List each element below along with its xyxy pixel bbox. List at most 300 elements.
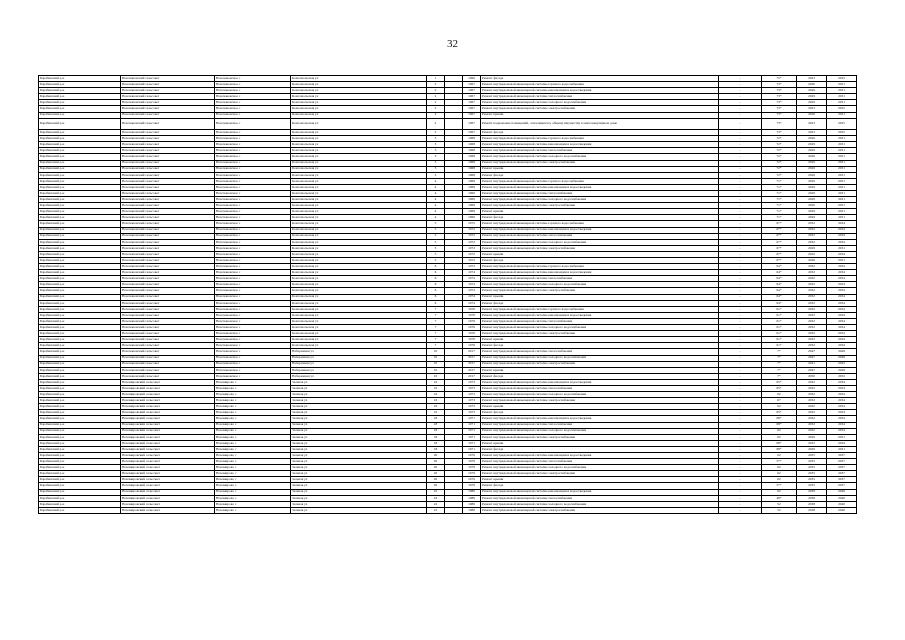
cell-empty-col: -	[719, 227, 762, 233]
cell-settlement: Новомирово с	[215, 471, 291, 477]
cell-plan-start-year: 2032	[797, 318, 827, 324]
cell-plan-end-year: 2031	[827, 142, 857, 148]
cell-plan-start-year: 2023	[797, 118, 827, 129]
cell-work-type: Ремонт внутридомовой инженерной системы электроснабжения	[481, 106, 719, 112]
cell-street: Комсомольская ул	[291, 203, 427, 209]
cell-house-number: 3	[427, 154, 445, 160]
cell-plan-start-year: 2032	[797, 270, 827, 276]
cell-year-built: 1986	[463, 495, 481, 501]
cell-house-number: 16	[427, 398, 445, 404]
cell-settlement: Новочановское с	[215, 331, 291, 337]
cell-work-type: Ремонт фасада	[481, 172, 719, 178]
cell-street: Комсомольская ул	[291, 76, 427, 82]
cell-house-number: 2	[427, 118, 445, 129]
cell-empty-col: -	[719, 416, 762, 422]
cell-municipality: Новочановский сельсовет	[121, 154, 215, 160]
cell-house-number: 2	[427, 94, 445, 100]
cell-district: Барабинский р-н	[39, 489, 121, 495]
cell-municipality: Новочановский сельсовет	[121, 258, 215, 264]
cell-plan-start-year: 2032	[797, 379, 827, 385]
cell-house-number: 5	[427, 221, 445, 227]
cell-municipality: Новомировский сельсовет	[121, 398, 215, 404]
cell-plan-start-year: 2026	[797, 190, 827, 196]
cell-year-built: 1968	[463, 148, 481, 154]
cell-wear-percent: 72*	[762, 172, 797, 178]
cell-municipality: Новочановский сельсовет	[121, 178, 215, 184]
cell-plan-start-year: 2038	[797, 495, 827, 501]
cell-settlement: Новочановское с	[215, 178, 291, 184]
cell-plan-start-year: 2038	[797, 507, 827, 513]
cell-district: Барабинский р-н	[39, 160, 121, 166]
cell-house-number: 22	[427, 495, 445, 501]
cell-empty-col: -	[719, 221, 762, 227]
cell-district: Барабинский р-н	[39, 465, 121, 471]
cell-municipality: Новочановский сельсовет	[121, 251, 215, 257]
cell-settlement: Новомирово с	[215, 434, 291, 440]
cell-house-number: 1	[427, 76, 445, 82]
cell-work-type: Ремонт крыши	[481, 251, 719, 257]
cell-year-built: 1969	[463, 184, 481, 190]
cell-empty-col: -	[719, 367, 762, 373]
cell-street: Зеленая ул	[291, 434, 427, 440]
cell-district: Барабинский р-н	[39, 422, 121, 428]
cell-settlement: Новомирово с	[215, 465, 291, 471]
cell-wear-percent: 64*	[762, 300, 797, 306]
cell-municipality: Новочановский сельсовет	[121, 118, 215, 129]
cell-municipality: Новомировский сельсовет	[121, 446, 215, 452]
cell-settlement: Новочановское с	[215, 118, 291, 129]
cell-plan-start-year: 2047	[797, 349, 827, 355]
cell-empty-col: -	[719, 82, 762, 88]
cell-settlement: Новочановское с	[215, 282, 291, 288]
cell-wear-percent: 64*	[762, 264, 797, 270]
cell-plan-end-year: 2031	[827, 434, 857, 440]
cell-wear-percent: 62	[762, 453, 797, 459]
cell-year-built: 1971	[463, 446, 481, 452]
cell-plan-start-year: 2032	[797, 416, 827, 422]
cell-plan-end-year: 2034	[827, 416, 857, 422]
cell-district: Барабинский р-н	[39, 203, 121, 209]
cell-house-number: 10	[427, 361, 445, 367]
cell-house-number: 20	[427, 483, 445, 489]
cell-plan-start-year: 2029	[797, 166, 827, 172]
cell-work-type: Ремонт внутридомовой инженерной системы электроснабжения	[481, 471, 719, 477]
cell-house-number: 18	[427, 440, 445, 446]
cell-work-type: Ремонт внутридомовой инженерной системы горячего водоснабжения	[481, 306, 719, 312]
cell-year-built: 1971	[463, 440, 481, 446]
cell-plan-start-year: 2032	[797, 385, 827, 391]
cell-year-built: 1979	[463, 471, 481, 477]
cell-plan-start-year: 2032	[797, 227, 827, 233]
cell-municipality: Новомировский сельсовет	[121, 453, 215, 459]
cell-street: Комсомольская ул	[291, 215, 427, 221]
cell-street: Набережная ул	[291, 367, 427, 373]
cell-wear-percent: 62	[762, 434, 797, 440]
cell-plan-start-year: 2029	[797, 142, 827, 148]
cell-settlement: Новочановское с	[215, 130, 291, 136]
cell-street: Набережная ул	[291, 355, 427, 361]
cell-district: Барабинский р-н	[39, 355, 121, 361]
cell-settlement: Новочановское с	[215, 355, 291, 361]
cell-plan-end-year: 2031	[827, 148, 857, 154]
cell-house-number: 7	[427, 325, 445, 331]
cell-municipality: Новомировский сельсовет	[121, 434, 215, 440]
cell-empty-col: -	[719, 355, 762, 361]
cell-house-number: 2	[427, 106, 445, 112]
cell-plan-start-year: 2050	[797, 373, 827, 379]
cell-year-built: 1972	[463, 221, 481, 227]
cell-settlement: Новочановское с	[215, 276, 291, 282]
cell-wear-percent: 68*	[762, 440, 797, 446]
cell-wear-percent: 64*	[762, 270, 797, 276]
cell-work-type: Ремонт внутридомовой инженерной системы электроснабжения	[481, 398, 719, 404]
cell-street: Зеленая ул	[291, 471, 427, 477]
cell-street: Комсомольская ул	[291, 100, 427, 106]
cell-house-number: 5	[427, 227, 445, 233]
cell-empty-col: -	[719, 312, 762, 318]
cell-street: Зеленая ул	[291, 483, 427, 489]
cell-district: Барабинский р-н	[39, 361, 121, 367]
cell-district: Барабинский р-н	[39, 367, 121, 373]
cell-work-type: Ремонт внутридомовой инженерной системы канализации и водоотведения	[481, 416, 719, 422]
cell-plan-end-year: 2031	[827, 446, 857, 452]
cell-work-type: Ремонт внутридомовой инженерной системы теплоснабжения	[481, 495, 719, 501]
cell-wear-percent: 72*	[762, 154, 797, 160]
cell-plan-start-year: 2023	[797, 106, 827, 112]
cell-wear-percent: 67	[762, 398, 797, 404]
cell-year-built: 2017	[463, 373, 481, 379]
cell-plan-start-year: 2026	[797, 172, 827, 178]
cell-district: Барабинский р-н	[39, 312, 121, 318]
cell-municipality: Новочановский сельсовет	[121, 233, 215, 239]
cell-plan-end-year: 2034	[827, 276, 857, 282]
cell-wear-percent: 67*	[762, 258, 797, 264]
cell-plan-start-year: 2032	[797, 288, 827, 294]
cell-year-built: 1979	[463, 459, 481, 465]
cell-empty-col: -	[719, 209, 762, 215]
cell-street: Зеленая ул	[291, 440, 427, 446]
cell-wear-percent: 73*	[762, 88, 797, 94]
cell-plan-end-year: 2031	[827, 178, 857, 184]
cell-work-type: Ремонт внутридомовой инженерной системы теплоснабжения	[481, 385, 719, 391]
cell-house-number: 16	[427, 410, 445, 416]
cell-plan-start-year: 2026	[797, 258, 827, 264]
cell-plan-end-year: 2037	[827, 477, 857, 483]
cell-plan-end-year: 2037	[827, 459, 857, 465]
cell-plan-start-year: 2038	[797, 489, 827, 495]
cell-wear-percent: 68*	[762, 446, 797, 452]
cell-work-type: Ремонт внутридомовой инженерной системы теплоснабжения	[481, 148, 719, 154]
cell-house-number: 20	[427, 465, 445, 471]
cell-plan-end-year: 2034	[827, 318, 857, 324]
cell-municipality: Новочановский сельсовет	[121, 300, 215, 306]
cell-municipality: Новочановский сельсовет	[121, 215, 215, 221]
cell-plan-start-year: 2029	[797, 148, 827, 154]
cell-work-type: Ремонт крыши	[481, 477, 719, 483]
cell-year-built: 1967	[463, 82, 481, 88]
cell-settlement: Новочановское с	[215, 190, 291, 196]
cell-work-type: Ремонт внутридомовой инженерной системы электроснабжения	[481, 160, 719, 166]
cell-plan-end-year: 2034	[827, 294, 857, 300]
cell-settlement: Новочановское с	[215, 76, 291, 82]
cell-house-number: 6	[427, 300, 445, 306]
cell-street: Набережная ул	[291, 349, 427, 355]
cell-wear-percent: 67*	[762, 251, 797, 257]
cell-settlement: Новомирово с	[215, 398, 291, 404]
cell-settlement: Новочановское с	[215, 325, 291, 331]
cell-work-type: Ремонт внутридомовой инженерной системы холодного водоснабжения	[481, 154, 719, 160]
cell-year-built: 1966	[463, 76, 481, 82]
cell-house-number: 22	[427, 501, 445, 507]
cell-plan-end-year: 2034	[827, 300, 857, 306]
cell-plan-start-year: 2035	[797, 459, 827, 465]
table-body	[39, 76, 857, 514]
cell-plan-start-year: 2029	[797, 215, 827, 221]
cell-street: Зеленая ул	[291, 428, 427, 434]
cell-wear-percent: 73*	[762, 130, 797, 136]
cell-plan-start-year: 2029	[797, 434, 827, 440]
cell-empty-col: -	[719, 203, 762, 209]
cell-municipality: Новочановский сельсовет	[121, 148, 215, 154]
cell-settlement: Новочановское с	[215, 306, 291, 312]
cell-wear-percent: 71*	[762, 203, 797, 209]
cell-work-type: Ремонт фасада	[481, 410, 719, 416]
cell-house-number: 7	[427, 312, 445, 318]
cell-settlement: Новомирово с	[215, 410, 291, 416]
cell-street: Комсомольская ул	[291, 130, 427, 136]
cell-plan-end-year: 2034	[827, 264, 857, 270]
cell-empty-col: -	[719, 172, 762, 178]
cell-district: Барабинский р-н	[39, 495, 121, 501]
cell-house-number: 20	[427, 477, 445, 483]
cell-work-type: Ремонт внутридомовой инженерной системы холодного водоснабжения	[481, 355, 719, 361]
cell-plan-end-year: 2049	[827, 355, 857, 361]
cell-settlement: Новочановское с	[215, 148, 291, 154]
cell-work-type: Ремонт фасада	[481, 300, 719, 306]
cell-empty-col: -	[719, 106, 762, 112]
cell-empty-col: -	[719, 306, 762, 312]
cell-work-type: Ремонт внутридомовой инженерной системы теплоснабжения	[481, 422, 719, 428]
cell-municipality: Новочановский сельсовет	[121, 276, 215, 282]
cell-empty-col: -	[719, 154, 762, 160]
cell-plan-end-year: 2025	[827, 118, 857, 129]
cell-municipality: Новочановский сельсовет	[121, 227, 215, 233]
cell-wear-percent: 61*	[762, 306, 797, 312]
cell-empty-col: -	[719, 331, 762, 337]
cell-house-number: 16	[427, 385, 445, 391]
cell-street: Зеленая ул	[291, 507, 427, 513]
cell-municipality: Новочановский сельсовет	[121, 209, 215, 215]
cell-empty-col: -	[719, 233, 762, 239]
cell-year-built: 1969	[463, 190, 481, 196]
cell-year-built: 1969	[463, 178, 481, 184]
cell-street: Комсомольская ул	[291, 325, 427, 331]
cell-municipality: Новомировский сельсовет	[121, 385, 215, 391]
cell-work-type: Ремонт внутридомовой инженерной системы канализации и водоотведения	[481, 453, 719, 459]
cell-district: Барабинский р-н	[39, 142, 121, 148]
cell-street: Комсомольская ул	[291, 258, 427, 264]
cell-settlement: Новочановское с	[215, 94, 291, 100]
cell-house-number: 18	[427, 422, 445, 428]
cell-street: Комсомольская ул	[291, 282, 427, 288]
cell-empty-col: -	[719, 459, 762, 465]
cell-wear-percent: 64*	[762, 288, 797, 294]
cell-empty-col: -	[719, 215, 762, 221]
cell-work-type: Ремонт внутридомовой инженерной системы холодного водоснабжения	[481, 197, 719, 203]
cell-plan-start-year: 2026	[797, 203, 827, 209]
cell-plan-end-year: 2037	[827, 453, 857, 459]
cell-wear-percent: 61*	[762, 343, 797, 349]
cell-plan-start-year: 2029	[797, 446, 827, 452]
cell-year-built: 1967	[463, 130, 481, 136]
cell-settlement: Новомирово с	[215, 416, 291, 422]
cell-house-number: 4	[427, 215, 445, 221]
cell-street: Комсомольская ул	[291, 288, 427, 294]
cell-municipality: Новомировский сельсовет	[121, 465, 215, 471]
cell-settlement: Новочановское с	[215, 312, 291, 318]
cell-house-number: 10	[427, 355, 445, 361]
cell-plan-start-year: 2032	[797, 331, 827, 337]
cell-wear-percent: 65*	[762, 410, 797, 416]
cell-settlement: Новомирово с	[215, 422, 291, 428]
cell-house-number: 4	[427, 178, 445, 184]
cell-work-type: Ремонт внутридомовой инженерной системы канализации и водоотведения	[481, 88, 719, 94]
cell-plan-end-year: 2031	[827, 215, 857, 221]
cell-plan-end-year: 2034	[827, 288, 857, 294]
cell-street: Комсомольская ул	[291, 306, 427, 312]
cell-street: Комсомольская ул	[291, 251, 427, 257]
cell-municipality: Новочановский сельсовет	[121, 245, 215, 251]
cell-wear-percent: 61*	[762, 318, 797, 324]
cell-wear-percent: 71*	[762, 197, 797, 203]
cell-year-built: 1972	[463, 258, 481, 264]
cell-plan-start-year: 2032	[797, 392, 827, 398]
cell-house-number: 3	[427, 136, 445, 142]
cell-plan-end-year: 2052	[827, 373, 857, 379]
cell-empty-col: -	[719, 264, 762, 270]
cell-municipality: Новочановский сельсовет	[121, 142, 215, 148]
cell-empty-col: -	[719, 130, 762, 136]
cell-settlement: Новочановское с	[215, 251, 291, 257]
cell-district: Барабинский р-н	[39, 337, 121, 343]
cell-plan-start-year: 2032	[797, 422, 827, 428]
cell-street: Зеленая ул	[291, 465, 427, 471]
cell-district: Барабинский р-н	[39, 82, 121, 88]
cell-plan-end-year: 2025	[827, 130, 857, 136]
cell-house-number: 6	[427, 282, 445, 288]
cell-district: Барабинский р-н	[39, 398, 121, 404]
cell-municipality: Новомировский сельсовет	[121, 410, 215, 416]
cell-work-type: Ремонт внутридомовой инженерной системы горячего водоснабжения	[481, 136, 719, 142]
cell-wear-percent: 71*	[762, 184, 797, 190]
cell-settlement: Новочановское с	[215, 227, 291, 233]
cell-plan-end-year: 2031	[827, 112, 857, 118]
cell-plan-end-year: 2031	[827, 245, 857, 251]
cell-district: Барабинский р-н	[39, 76, 121, 82]
cell-street: Зеленая ул	[291, 446, 427, 452]
cell-year-built: 1976	[463, 325, 481, 331]
cell-year-built: 1973	[463, 379, 481, 385]
cell-wear-percent: 71*	[762, 190, 797, 196]
cell-plan-end-year: 2034	[827, 440, 857, 446]
cell-district: Барабинский р-н	[39, 410, 121, 416]
cell-district: Барабинский р-н	[39, 306, 121, 312]
cell-year-built: 1974	[463, 288, 481, 294]
cell-year-built: 1976	[463, 306, 481, 312]
cell-year-built: 1971	[463, 428, 481, 434]
cell-year-built: 1968	[463, 142, 481, 148]
cell-municipality: Новомировский сельсовет	[121, 422, 215, 428]
cell-year-built: 1968	[463, 154, 481, 160]
cell-year-built: 1969	[463, 197, 481, 203]
cell-wear-percent: 72*	[762, 142, 797, 148]
cell-plan-end-year: 2031	[827, 100, 857, 106]
cell-year-built: 1976	[463, 337, 481, 343]
cell-wear-percent: 62	[762, 392, 797, 398]
cell-municipality: Новомировский сельсовет	[121, 471, 215, 477]
cell-municipality: Новомировский сельсовет	[121, 440, 215, 446]
cell-year-built: 1986	[463, 489, 481, 495]
cell-district: Барабинский р-н	[39, 106, 121, 112]
cell-municipality: Новочановский сельсовет	[121, 94, 215, 100]
cell-settlement: Новочановское с	[215, 215, 291, 221]
cell-house-number: 10	[427, 367, 445, 373]
cell-empty-col: -	[719, 465, 762, 471]
cell-street: Комсомольская ул	[291, 312, 427, 318]
cell-house-number: 10	[427, 373, 445, 379]
cell-empty-col: -	[719, 373, 762, 379]
cell-street: Зеленая ул	[291, 422, 427, 428]
cell-empty-col: -	[719, 483, 762, 489]
cell-empty-col: -	[719, 258, 762, 264]
cell-wear-percent: 65*	[762, 385, 797, 391]
cell-work-type: Ремонт фасада	[481, 215, 719, 221]
cell-plan-end-year: 2031	[827, 160, 857, 166]
cell-plan-start-year: 2029	[797, 94, 827, 100]
cell-empty-col: -	[719, 446, 762, 452]
cell-plan-start-year: 2035	[797, 477, 827, 483]
cell-house-number: 6	[427, 270, 445, 276]
cell-plan-end-year: 2049	[827, 367, 857, 373]
cell-municipality: Новочановский сельсовет	[121, 318, 215, 324]
cell-house-number: 20	[427, 453, 445, 459]
cell-empty-col: -	[719, 94, 762, 100]
cell-wear-percent: 68*	[762, 416, 797, 422]
cell-house-number: 5	[427, 233, 445, 239]
cell-year-built: 2017	[463, 349, 481, 355]
cell-plan-end-year: 2034	[827, 331, 857, 337]
cell-work-type: Ремонт крыши	[481, 367, 719, 373]
cell-house-number: 7	[427, 331, 445, 337]
cell-street: Комсомольская ул	[291, 154, 427, 160]
cell-wear-percent: 52	[762, 501, 797, 507]
cell-year-built: 1986	[463, 501, 481, 507]
cell-work-type: Ремонт внутридомовой инженерной системы холодного водоснабжения	[481, 465, 719, 471]
cell-year-built: 1974	[463, 300, 481, 306]
cell-settlement: Новочановское с	[215, 88, 291, 94]
cell-empty-col: -	[719, 239, 762, 245]
cell-work-type: Ремонт внутридомовой инженерной системы канализации и водоотведения	[481, 312, 719, 318]
cell-municipality: Новомировский сельсовет	[121, 477, 215, 483]
cell-empty-col: -	[719, 282, 762, 288]
cell-settlement: Новомирово с	[215, 404, 291, 410]
cell-house-number: 22	[427, 507, 445, 513]
cell-plan-end-year: 2034	[827, 410, 857, 416]
cell-year-built: 1986	[463, 507, 481, 513]
cell-wear-percent: 75*	[762, 76, 797, 82]
cell-work-type: Ремонт фасада	[481, 130, 719, 136]
cell-house-number: 3	[427, 172, 445, 178]
